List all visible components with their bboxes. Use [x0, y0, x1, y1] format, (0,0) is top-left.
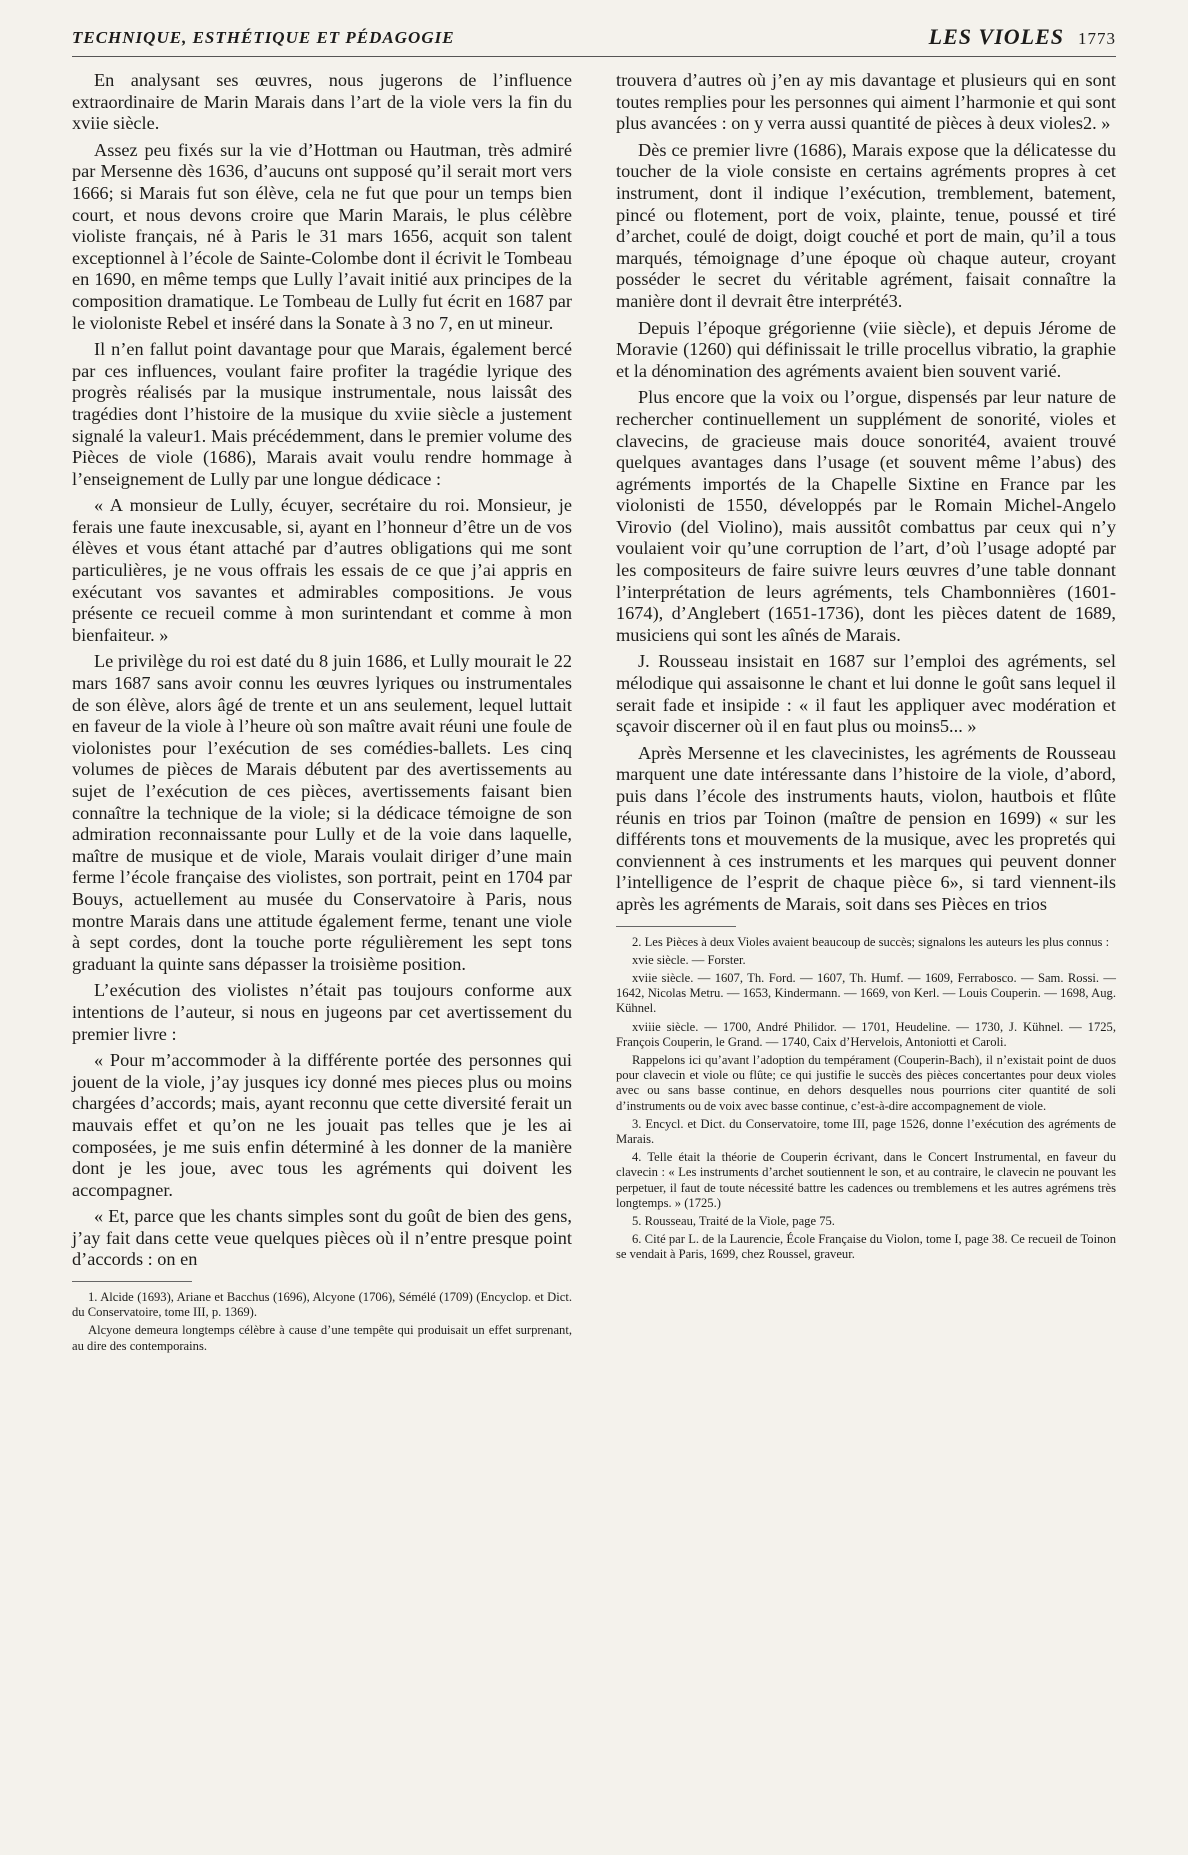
- left-column: [72, 70, 572, 1357]
- body-paragraph: « Pour m’accommoder à la différente portée des personnes qui jouent de la viole, j’ay jusques icy donné mes pieces plus ou moins chargées d’accords; mais, ayant reconnu que cette diversité ferait un mauvais effet et qu’on ne les jouait pas telles que je les ai composées, je me suis enfin déterminé à les donner de la manière dont je les joue, avec tous les agréments qui doivent les accompagner.: [72, 1050, 572, 1200]
- footnotes: [72, 1290, 572, 1354]
- header-section-title: TECHNIQUE, ESTHÉTIQUE ET PÉDAGOGIE: [72, 28, 455, 47]
- page-number: 1773: [1078, 29, 1116, 48]
- body-paragraph: trouvera d’autres où j’en ay mis davantage et plusieurs qui en sont toutes remplies pour les personnes qui aiment l’harmonie et qui sont plus avancées : on y verra aussi quantité de pièces à deux violes2. »: [616, 70, 1116, 134]
- footnote: Rappelons ici qu’avant l’adoption du tempérament (Couperin-Bach), il n’existait point de duos pour clavecin et viole ou flûte; ce qui justifie le succès des pièces concertantes pour deux violes avec ou sans basse continue, en dehors desquelles nous pourrions citer quantité de soli d’instruments ou de voix avec basse continue, c’est-à-dire accompagnement de viole.: [616, 1052, 1116, 1113]
- footnote-rule: [616, 926, 736, 927]
- body-paragraph: En analysant ses œuvres, nous jugerons de l’influence extraordinaire de Marin Marais dans l’art de la viole vers la fin du xviie siècle.: [72, 70, 572, 134]
- footnote: xviie siècle. — 1607, Th. Ford. — 1607, Th. Humf. — 1609, Ferrabosco. — Sam. Rossi. — 1642, Nicolas Metru. — 1653, Kindermann. — 1669, von Kerl. — Louis Couperin. — 1698, Aug. Kühnel.: [616, 970, 1116, 1016]
- footnote: 6. Cité par L. de la Laurencie, École Française du Violon, tome I, page 38. Ce recueil de Toinon se vendait à Paris, 1699, chez Roussel, graveur.: [616, 1232, 1116, 1262]
- footnote: 4. Telle était la théorie de Couperin écrivant, dans le Concert Instrumental, en faveur du clavecin : « Les instruments d’archet soutiennent le son, et au contraire, le clavecin ne pouvant les perpetuer, il faut de toute nécessité battre les cadences ou tremblemens et les autres agrémens très longtemps. » (1725.): [616, 1150, 1116, 1210]
- header-chapter-name: LES VIOLES: [928, 24, 1064, 49]
- body-paragraph: Après Mersenne et les clavecinistes, les agréments de Rousseau marquent une date intéressante dans l’histoire de la viole, d’abord, puis dans l’école des instruments hauts, violon, hautbois et flûte réunis en trios par Toinon (maître de pension en 1699) « sur les différents tons et mouvements de la musique, avec les propretés qui conviennent à ces instruments et les marques qui peuvent donner l’intelligence de l’esprit de chaque pièce 6», si tard viennent-ils après les agréments de Marais, soit dans ses Pièces en trios: [616, 742, 1116, 914]
- body-paragraph: L’exécution des violistes n’était pas toujours conforme aux intentions de l’auteur, si nous en jugeons par cet avertissement du premier livre :: [72, 980, 572, 1044]
- body-paragraph: Le privilège du roi est daté du 8 juin 1686, et Lully mourait le 22 mars 1687 sans avoir connu les œuvres lyriques ou instrumentales de son élève, alors âgé de trente et un ans seulement, lequel luttait en faveur de la viole à l’heure où son maître avait réuni une foule de violonistes pour l’exécution de ses comédies-ballets. Les cinq volumes de pièces de Marais débutent par des avertissements au sujet de l’exécution de ces pièces, avertissements faisant bien connaître la technique de la viole; si la dédicace témoigne de son admiration reconnaissante pour Lully et de la voie dans laquelle, maître de musique et de viole, Marais voulait diriger d’une main ferme l’école française des violistes, son portrait, peint en 1704 par Bouys, actuellement au musée du Conservatoire à Paris, nous montre Marais dans une attitude également ferme, tenant une viole à sept cordes, dont la touche porte régulièrement les sept tons graduant la quinte sans dépasser la troisième position.: [72, 651, 572, 974]
- body-paragraph: Plus encore que la voix ou l’orgue, dispensés par leur nature de rechercher continuellement un supplément de sonorité, violes et clavecins, de gracieuse mais douce sonorité4, avaient trouvé quelques avantages dans l’usage (et souvent même l’abus) des agréments importés de la Chapelle Sixtine en France par les violonisti de 1550, développés par le Romain Michel-Angelo Virovio (del Violino), mais aussitôt combattus par ceux qui n’y voulaient voir qu’une corruption de l’art, d’où l’usage adopté par les compositeurs de faire suivre leurs œuvres d’une table donnant l’interprétation de leurs agréments, tels Chambonnières (1601-1674), d’Anglebert (1651-1736), dont les pièces datent de 1689, musiciens qui sont les aînés de Marais.: [616, 387, 1116, 645]
- right-column: [616, 70, 1116, 1266]
- body-paragraph: « Et, parce que les chants simples sont du goût de bien des gens, j’ay fait dans cette veue quelques pièces où il n’entre presque point d’accords : on en: [72, 1206, 572, 1270]
- footnote: 1. Alcide (1693), Ariane et Bacchus (1696), Alcyone (1706), Sémélé (1709) (Encyclop. et Dict. du Conservatoire, tome III, p. 1369).: [72, 1290, 572, 1320]
- header-chapter-title: [929, 24, 1116, 50]
- body-paragraph: Assez peu fixés sur la vie d’Hottman ou Hautman, très admiré par Mersenne dès 1636, d’aucuns ont supposé qu’il serait mort vers 1666; si Marais fut son élève, cela ne fut que pour un temps bien court, et nous devons croire que Marin Marais, le plus célèbre violiste français, né à Paris le 31 mars 1656, acquit son talent exceptionnel à l’école de Sainte-Colombe dont il écrivit le Tombeau en 1690, en même temps que Lully l’avait initié aux principes de la composition dramatique. Le Tombeau de Lully fut écrit en 1687 par le violoniste Rebel et inséré dans la Sonate à 3 no 7, en ut mineur.: [72, 139, 572, 333]
- footnotes: [616, 935, 1116, 1263]
- body-paragraph: J. Rousseau insistait en 1687 sur l’emploi des agréments, sel mélodique qui assaisonne le chant et lui donne le goût sans lequel il serait fade et insipide : « il faut les appliquer avec modération et sçavoir discerner où il en faut plus ou moins5... »: [616, 651, 1116, 737]
- running-header: [72, 22, 1116, 58]
- footnote: xviiie siècle. — 1700, André Philidor. — 1701, Heudeline. — 1730, J. Kühnel. — 1725, François Couperin, le Grand. — 1740, Caix d’Hervelois, Antoniotti et Caroli.: [616, 1019, 1116, 1049]
- footnote: 5. Rousseau, Traité de la Viole, page 75.: [632, 1214, 835, 1229]
- body-paragraph: Il n’en fallut point davantage pour que Marais, également bercé par ces influences, voulant faire profiter la tragédie lyrique des progrès réalisés par la musique instrumentale, nous laissât des tragédies dont l’histoire de la musique du xviie siècle a justement signalé la valeur1. Mais précédemment, dans le premier volume des Pièces de viole (1686), Marais avait voulu rendre hommage à l’enseignement de Lully par une longue dédicace :: [72, 339, 572, 489]
- footnote: 2. Les Pièces à deux Violes avaient beaucoup de succès; signalons les auteurs les plus connus :: [632, 934, 1110, 949]
- body-paragraph: Depuis l’époque grégorienne (viie siècle), et depuis Jérome de Moravie (1260) qui définissait le trille procellus vibratio, la graphie et la dénomination des agréments avaient bien souvent varié.: [616, 317, 1116, 381]
- footnote: xvie siècle. — Forster.: [632, 952, 746, 967]
- footnote: 3. Encycl. et Dict. du Conservatoire, tome III, page 1526, donne l’exécution des agréments de Marais.: [616, 1116, 1116, 1146]
- body-paragraph: Dès ce premier livre (1686), Marais expose que la délicatesse du toucher de la viole consiste en certains agréments propres à cet instrument, dont il indique l’exécution, tremblement, batement, pincé ou flotement, port de voix, plainte, tenue, poussé et tiré d’archet, coulé de doigt, doigt couché et port de main, qu’il a tous marqués, témoignage d’une époque où chaque auteur, croyant posséder le secret du véritable agrément, faisait connaître la manière dont il devrait être interprété3.: [616, 139, 1116, 311]
- footnote: Alcyone demeura longtemps célèbre à cause d’une tempête qui produisait un effet surprenant, au dire des contemporains.: [72, 1323, 572, 1353]
- footnote-rule: [72, 1281, 192, 1282]
- header-rule: [72, 56, 1116, 57]
- body-paragraph: « A monsieur de Lully, écuyer, secrétaire du roi. Monsieur, je ferais une faute inexcusable, si, ayant en l’honneur d’être un de vos élèves et vous étant attaché par d’autres obligations qui me sont particulières, je ne vous offrais les essais de ce que j’ai appris en exécutant vos savantes et admirables compositions. Je vous présente ce recueil comme à mon surintendant et comme à mon bienfaiteur. »: [72, 495, 572, 645]
